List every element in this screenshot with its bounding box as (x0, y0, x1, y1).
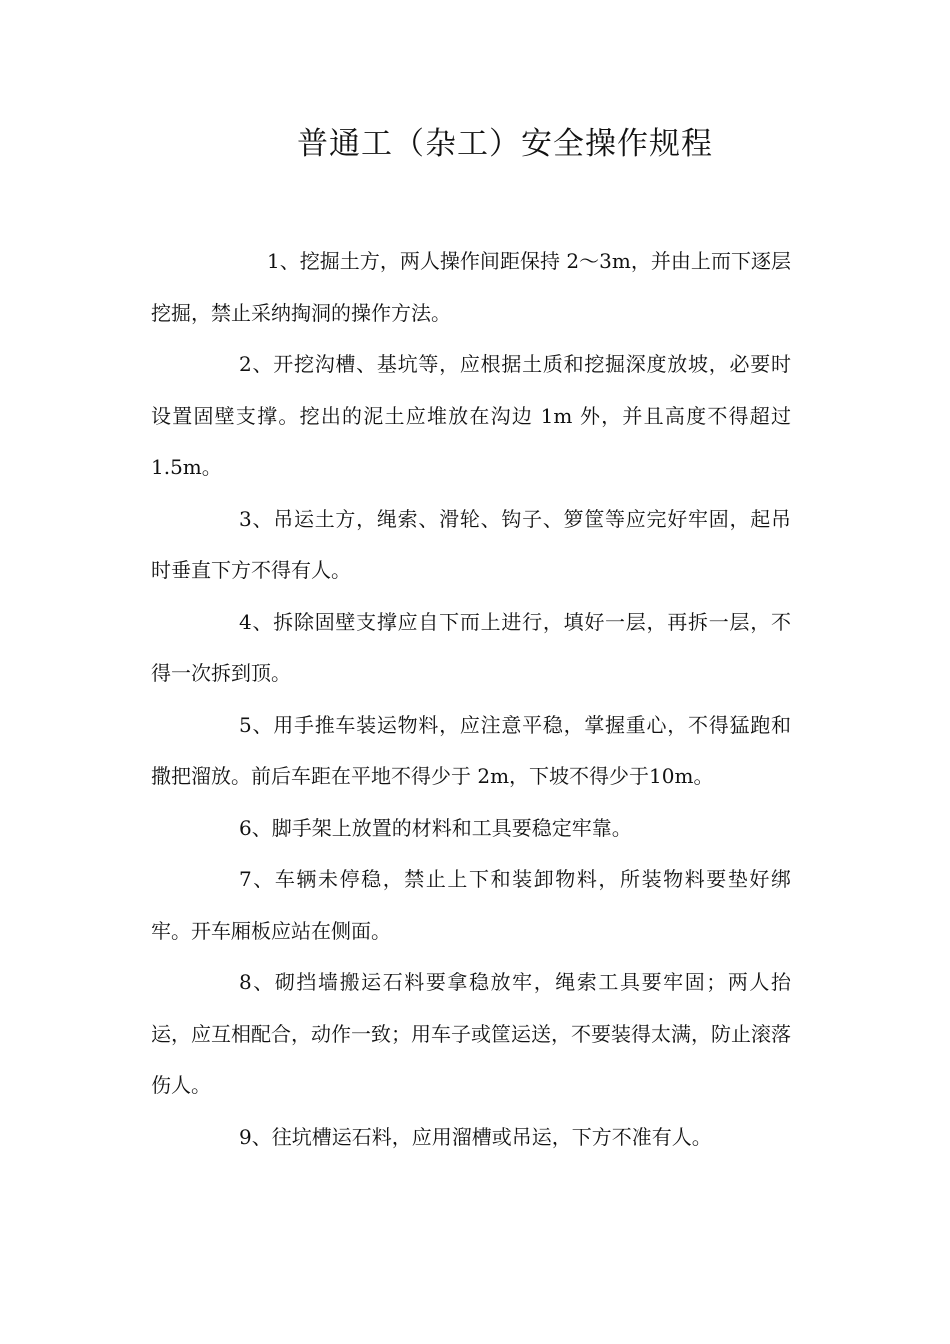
document-body (151, 236, 791, 1163)
paragraph-2: 2、开挖沟槽、基坑等，应根据土质和挖掘深度放坡，必要时设置固壁支撑。挖出的泥土应堆放在沟边 1m 外，并且高度不得超过 1.5m。 (151, 352, 791, 479)
paragraph-4: 4、拆除固壁支撑应自下而上进行，填好一层，再拆一层，不得一次拆到顶。 (151, 609, 791, 685)
paragraph-8: 8、砌挡墙搬运石料要拿稳放牢，绳索工具要牢固；两人抬运，应互相配合，动作一致；用车子或筐运送，不要装得太满，防止滚落伤人。 (151, 970, 791, 1097)
paragraph-5: 5、用手推车装运物料，应注意平稳，掌握重心，不得猛跑和撒把溜放。前后车距在平地不得少于 2m，下坡不得少于10m。 (151, 712, 791, 788)
paragraph-9: 9、往坑槽运石料，应用溜槽或吊运，下方不准有人。 (239, 1124, 712, 1149)
paragraph-6: 6、脚手架上放置的材料和工具要稳定牢靠。 (239, 815, 632, 840)
paragraph-7: 7、车辆未停稳，禁止上下和装卸物料，所装物料要垫好绑牢。开车厢板应站在侧面。 (151, 867, 791, 943)
paragraph-3: 3、吊运土方，绳索、滑轮、钩子、箩筐等应完好牢固，起吊时垂直下方不得有人。 (151, 506, 791, 582)
document-title: 普通工（杂工）安全操作规程 (297, 126, 713, 162)
paragraph-1: 1、挖掘土方，两人操作间距保持 2～3m，并由上而下逐层挖掘，禁止采纳掏洞的操作方法。 (151, 249, 791, 325)
